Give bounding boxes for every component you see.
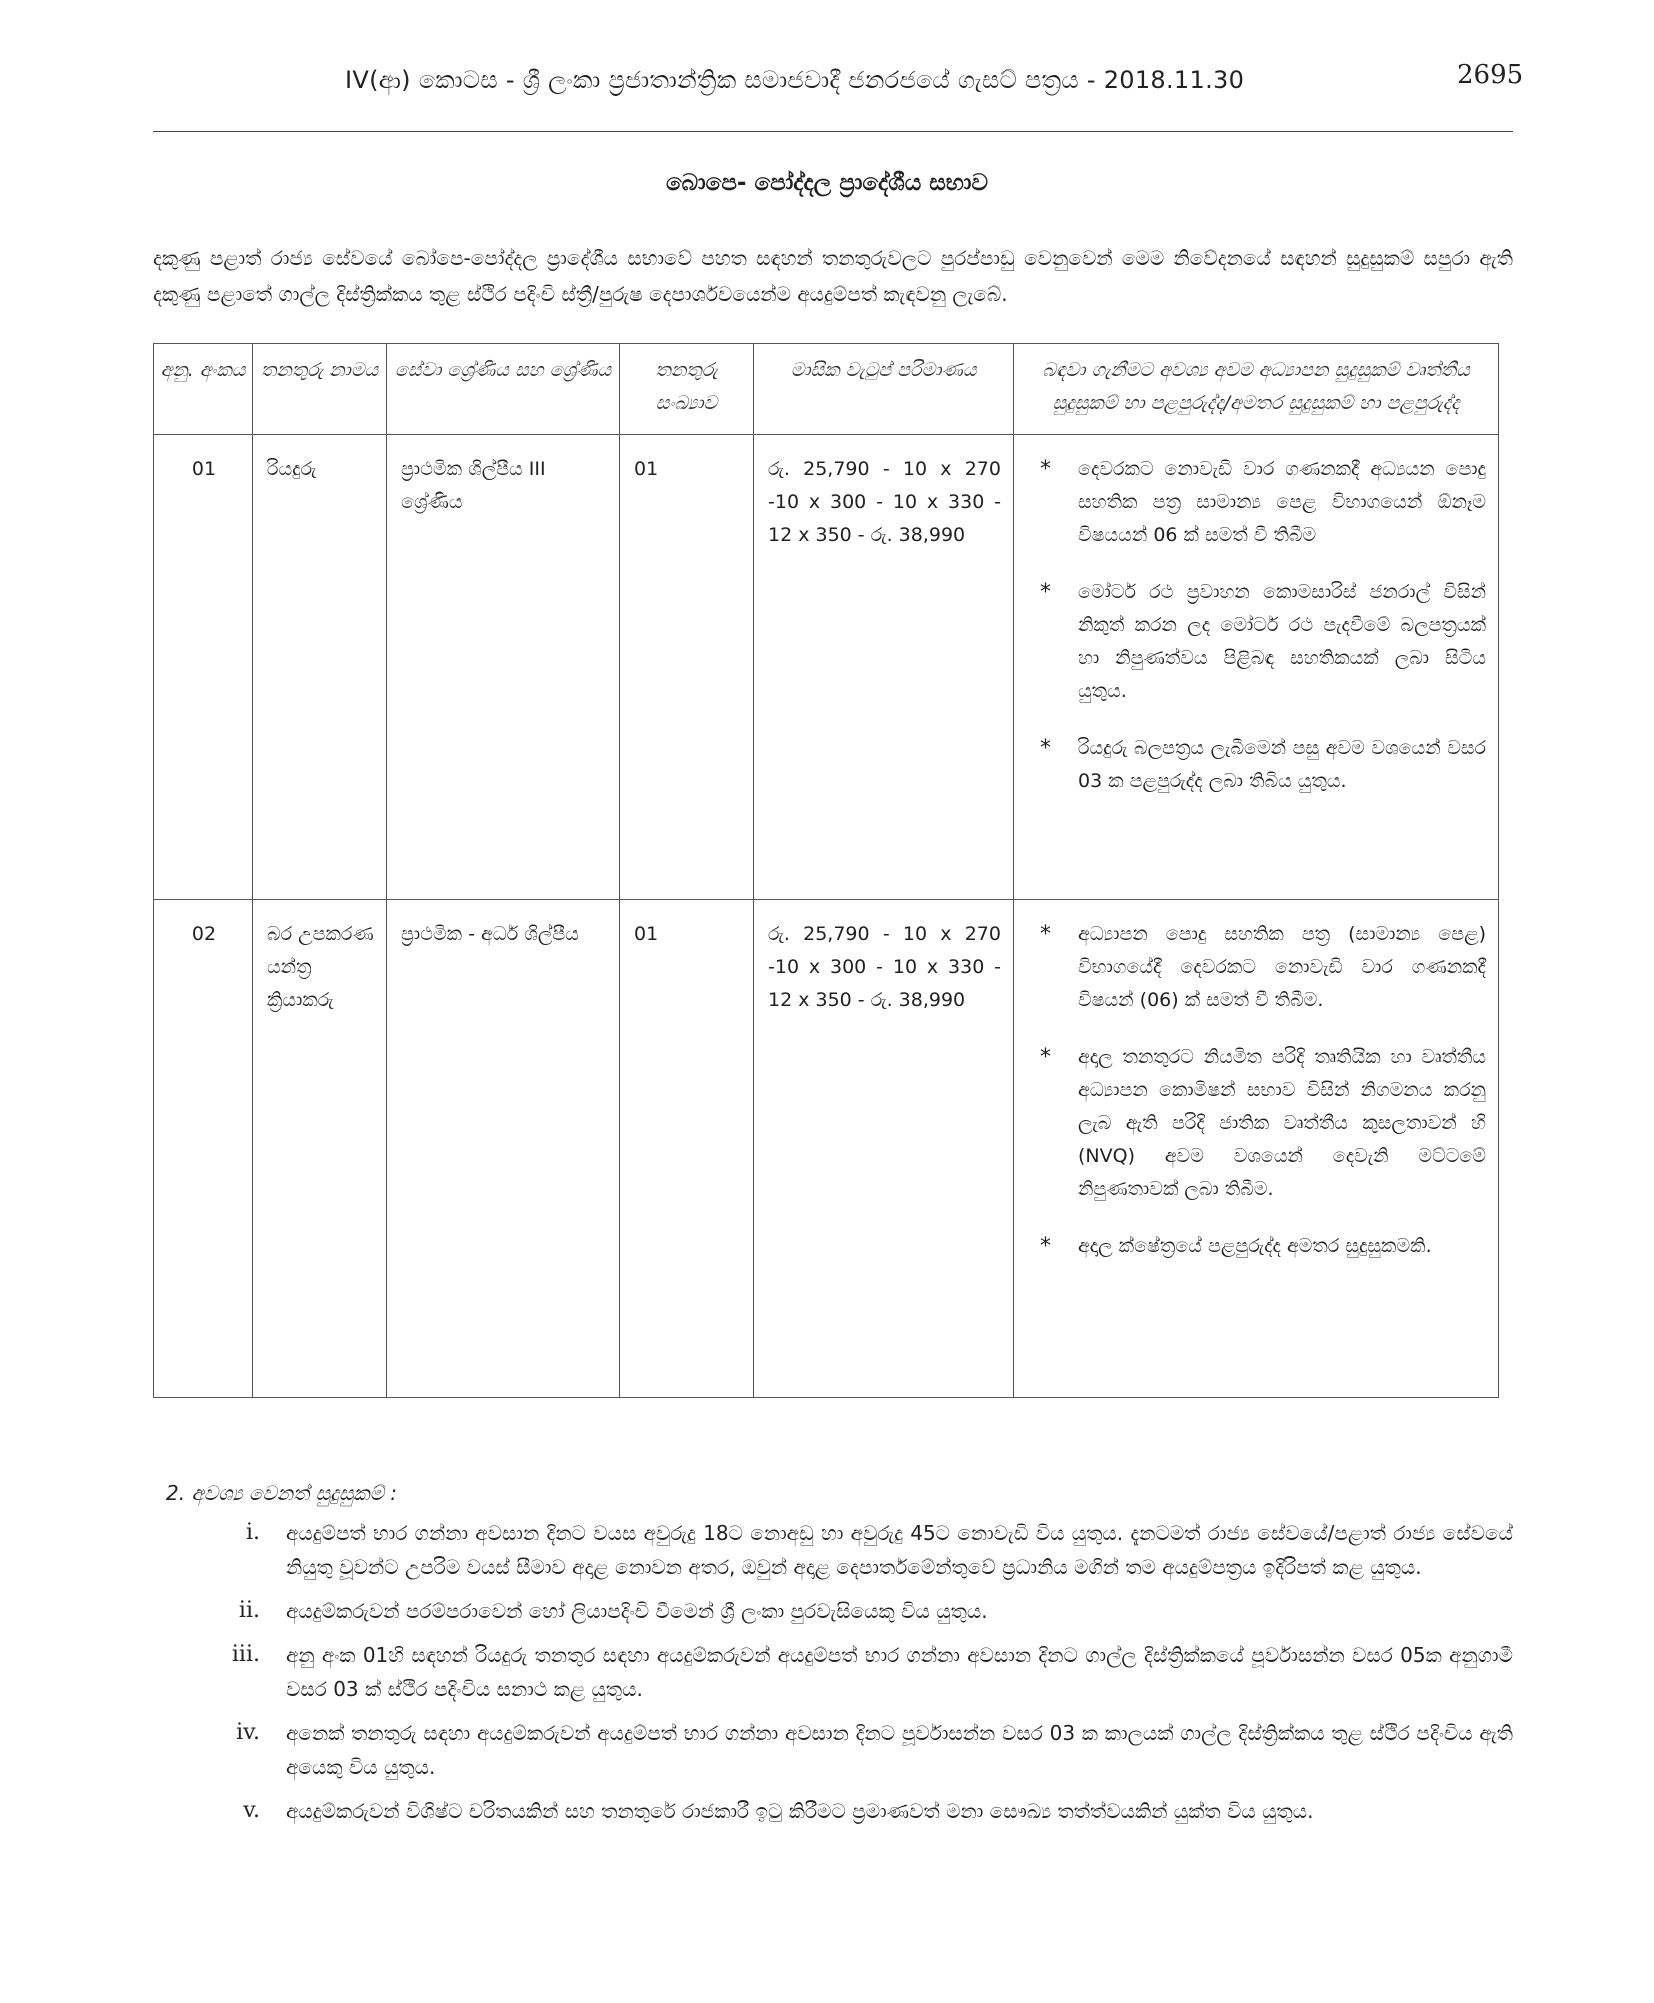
- list-item-number: v.: [243, 1798, 260, 1823]
- list-item-number: iii.: [231, 1642, 260, 1667]
- list-item-number: i.: [245, 1520, 260, 1545]
- section-title: බොපෙ- පෝද්දල ප්‍රාදේශීය සභාව: [666, 170, 988, 196]
- cell-qualifications: [1014, 900, 1499, 1398]
- cell-service-grade: ප්‍රාථමික - අර්ධ ශිල්පීය: [387, 900, 620, 1398]
- list-item-text: අයදුම්කරුවන් විශිෂ්ට චරිතයකින් සහ තනතුරේ රාජකාරී ඉටු කිරීමට ප්‍රමාණවත් මනා සෞඛ්‍ය තත්ත්වයකින් යුක්ත විය යුතුය.: [286, 1799, 1314, 1823]
- requirement-text: අදාල ක්ෂේත්‍රයේ පළපුරුද්ද අමතර සුදුසුකමකි.: [1078, 1235, 1432, 1257]
- requirement-text: රියදුරු බලපත්‍රය ලැබීමෙන් පසු අවම වශයෙන් වසර 03 ක පළපුරුද්ද ලබා තිබිය යුතුය.: [1078, 737, 1486, 792]
- bullet-asterisk-icon: *: [1040, 1045, 1051, 1070]
- header-divider: [153, 131, 1513, 132]
- cell-salary-scale: රු. 25,790 - 10 x 270 -10 x 300 - 10 x 330 - 12 x 350 - රු. 38,990: [754, 900, 1014, 1398]
- header-serial-no: අනු. අංකය: [154, 344, 253, 435]
- page-number: 2695: [1457, 60, 1524, 90]
- list-item: [200, 1516, 1513, 1584]
- requirement-item: [1028, 732, 1486, 798]
- cell-post-count: 01: [620, 435, 754, 900]
- cell-serial-no: 02: [154, 900, 253, 1398]
- table-row: [154, 435, 1499, 900]
- requirement-text: මෝටර් රථ ප්‍රවාහන කොමසාරිස් ජනරාල් විසින් නිකුත් කරන ලද මෝටර් රථ පැදවීමේ බලපත්‍රයක් හා නිපුණත්වය පිළිබඳ සහතිකයක් ලබා සිටිය යුතුය.: [1078, 581, 1486, 702]
- requirement-item: [1028, 576, 1486, 708]
- requirement-item: [1028, 453, 1486, 552]
- list-item-text: අයදුම්කරුවන් පරම්පරාවෙන් හෝ ලියාපදිංචි වීමෙන් ශ්‍රී ලංකා පුරවැසියෙකු විය යුතුය.: [286, 1599, 988, 1623]
- list-item: [200, 1794, 1513, 1828]
- requirement-item: [1028, 1230, 1486, 1263]
- list-item: [200, 1638, 1513, 1706]
- bullet-asterisk-icon: *: [1040, 736, 1051, 761]
- list-item-text: අයදුම්පත් භාර ගන්නා අවසාන දිනට වයස අවුරුදු 18ට නොඅඩු හා අවුරුදු 45ට නොවැඩි විය යුතුය. දැනටමත් රාජ්‍ය සේවයේ/පළාත් රාජ්‍ය සේවයේ නියුතු වූවන්ට උපරිම වයස් සීමාව අදාළ නොවන අතර, ඔවුන් අදාළ දෙපාර්තමේන්තුවේ ප්‍රධානිය මගින් තම අයදුම්පත්‍රය ඉදිරිපත් කළ යුතුය.: [286, 1521, 1513, 1579]
- table-row: [154, 900, 1499, 1398]
- bullet-asterisk-icon: *: [1040, 922, 1051, 947]
- cell-serial-no: 01: [154, 435, 253, 900]
- list-item-number: iv.: [236, 1720, 260, 1745]
- requirement-text: අදාල තනතුරට නියමිත පරිදි තෘතියික හා වෘත්තීය අධ්‍යාපන කොමිෂන් සභාව විසින් නිගමනය කරනු ලැබ ඇති පරිදි ජාතික වෘත්තීය කුසලතාවන් හි (NVQ) අවම වශයෙන් දෙවැනි මට්ටමේ නිපුණතාවක් ලබා තිබීම.: [1078, 1046, 1486, 1200]
- cell-salary-scale: රු. 25,790 - 10 x 270 -10 x 300 - 10 x 330 - 12 x 350 - රු. 38,990: [754, 435, 1014, 900]
- bullet-asterisk-icon: *: [1040, 580, 1051, 605]
- list-item: [200, 1716, 1513, 1784]
- bullet-asterisk-icon: *: [1040, 457, 1051, 482]
- list-item: [200, 1594, 1513, 1628]
- running-header: IV(ආ) කොටස - ශ්‍රී ලංකා ප්‍රජාතාන්ත්‍රික සමාජවාදී ජනරජයේ ගැසට් පත්‍රය - 2018.11.30: [345, 66, 1245, 94]
- header-qualifications: බඳවා ගැනීමට අවශ්‍ය අවම අධ්‍යාපන සුදුසුකම් වෘත්තීය සුදුසුකම් හා පළපුරුද්ද/අමතර සුදුසුකම් හා පළපුරුද්ද: [1014, 344, 1499, 435]
- cell-post-name: බර උපකරණ යන්ත්‍ර ක්‍රියාකරු: [253, 900, 387, 1398]
- other-requirements-list: [200, 1516, 1513, 1838]
- requirement-item: [1028, 1041, 1486, 1206]
- header-post-name: තනතුරු නාමය: [253, 344, 387, 435]
- intro-paragraph: දකුණු පළාත් රාජ්‍ය සේවයේ බෝපෙ-පෝද්දල ප්‍රාදේශීය සභාවේ පහත සඳහන් තනතුරුවලට පුරප්පාඩු වෙනුවෙන් මෙම නිවේදනයේ සඳහන් සුදුසුකම් සපුරා ඇති දකුණු පළාතේ ගාල්ල දිස්ත්‍රික්කය තුළ ස්ථිර පදිංචි ස්ත්‍රී/පුරුෂ දෙපාර්ශවයෙන්ම අයදුම්පත් කැඳවනු ලැබේ.: [153, 246, 1513, 306]
- cell-post-count: 01: [620, 900, 754, 1398]
- requirement-text: දෙවරකට නොවැඩි වාර ගණනකදී අධ්‍යයන පොදු සහතික පත්‍ර සාමාන්‍ය පෙළ විභාගයෙන් ඕනෑම විෂයයන් 06 ක් සමත් වී තිබීම: [1078, 458, 1486, 546]
- cell-qualifications: [1014, 435, 1499, 900]
- cell-post-name: රියදුරු: [253, 435, 387, 900]
- table-header-row: [154, 344, 1499, 435]
- other-requirements-title: 2. අවශ්‍ය වෙනත් සුදුසුකම් :: [166, 1481, 397, 1505]
- header-service-grade: සේවා ශ්‍රේණිය සහ ශ්‍රේණිය: [387, 344, 620, 435]
- list-item-text: අනු අංක 01හි සඳහන් රියදුරු තනතුර සඳහා අයදුම්කරුවන් අයදුම්පත් භාර ගන්නා අවසාන දිනට ගාල්ල දිස්ත්‍රික්කයේ පූර්වාසන්න වසර 05ක අනුගාමී වසර 03 ක් ස්ථිර පදිංචිය සනාථ කළ යුතුය.: [286, 1643, 1513, 1701]
- requirement-item: [1028, 918, 1486, 1017]
- bullet-asterisk-icon: *: [1040, 1234, 1051, 1259]
- cell-service-grade: ප්‍රාථමික ශිල්පීය III ශ්‍රේණිය: [387, 435, 620, 900]
- list-item-text: අනෙක් තනතුරු සඳහා අයදුම්කරුවන් අයදුම්පත් භාර ගන්නා අවසාන දිනට පූර්වාසන්න වසර 03 ක කාලයක් ගාල්ල දිස්ත්‍රික්කය තුළ ස්ථිර පදිංචිය ඇති අයෙකු විය යුතුය.: [286, 1721, 1513, 1779]
- header-post-count: තනතුරු සංඛ්‍යාව: [620, 344, 754, 435]
- requirement-text: අධ්‍යාපන පොදු සහතික පත්‍ර (සාමාන්‍ය පෙළ) විභාගයේදී දෙවරකට නොවැඩි වාර ගණනකදී විෂයන් (06) ක් සමත් වී තිබීම.: [1078, 923, 1486, 1011]
- list-item-number: ii.: [238, 1598, 260, 1623]
- header-salary-scale: මාසික වැටුප් පරිමාණය: [754, 344, 1014, 435]
- vacancy-table: [153, 343, 1499, 1398]
